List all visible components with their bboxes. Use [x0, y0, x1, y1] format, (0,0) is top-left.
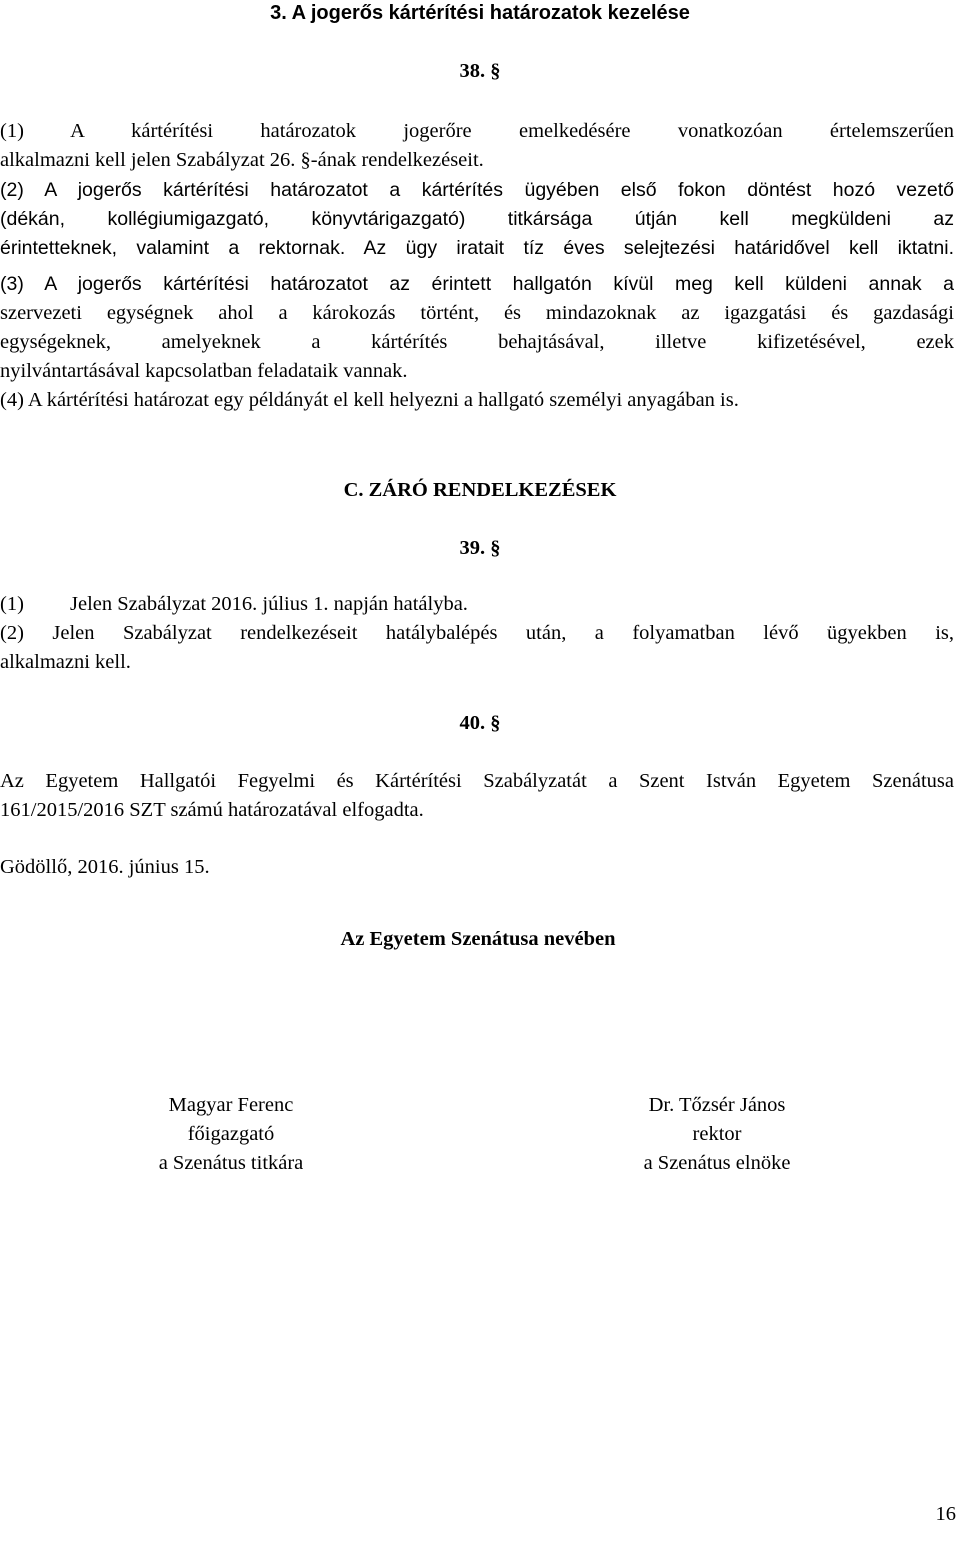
on-behalf-heading: Az Egyetem Szenátusa nevében — [340, 928, 616, 950]
section-number-39: 39. § — [459, 537, 501, 559]
paragraph-line: szervezeti egységnek ahol a károkozás történt, és mindazoknak az igazgatási és gazdasági — [0, 302, 954, 324]
paragraph-40 — [0, 767, 954, 825]
signatory-role: a Szenátus elnöke — [643, 1152, 791, 1174]
section-number-38: 38. § — [459, 60, 501, 82]
signatory-title: főigazgató — [187, 1123, 275, 1145]
paragraph-line: (dékán, kollégiumigazgató, könyvtárigazgató) titkársága útján kell megküldeni az — [0, 208, 954, 230]
signatory-name: Dr. Tőzsér János — [648, 1094, 786, 1116]
paragraph-line: alkalmazni kell. — [0, 651, 131, 673]
paragraph-39-2 — [0, 619, 954, 677]
section-heading: 3. A jogerős kártérítési határozatok kezelése — [270, 2, 690, 24]
paragraph-line: érintetteknek, valamint a rektornak. Az ügy iratait tíz éves selejtezési határidővel kell iktatni. — [0, 237, 954, 259]
section-number-40: 40. § — [459, 712, 501, 734]
paragraph-line: (1) A kártérítési határozatok jogerőre emelkedésére vonatkozóan értelemszerűen — [0, 120, 954, 142]
paragraph-text: Jelen Szabályzat 2016. július 1. napján hatályba. — [70, 593, 468, 615]
paragraph-line: (4) A kártérítési határozat egy példányát el kell helyezni a hallgató személyi anyagában is. — [0, 389, 739, 411]
paragraph-38-1 — [0, 117, 954, 175]
paragraph-39-1 — [0, 590, 954, 619]
paragraph-38-2 — [0, 176, 954, 263]
paragraph-line: 161/2015/2016 SZT számú határozatával elfogadta. — [0, 799, 424, 821]
paragraph-line: alkalmazni kell jelen Szabályzat 26. §-ának rendelkezéseit. — [0, 149, 484, 171]
paragraph-line: nyilvántartásával kapcsolatban feladataik vannak. — [0, 360, 408, 382]
signatory-right — [587, 1091, 847, 1178]
paragraph-line: egységeknek, amelyeknek a kártérítés behajtásával, illetve kifizetésével, ezek — [0, 331, 954, 353]
signatory-title: rektor — [692, 1123, 742, 1145]
signatory-role: a Szenátus titkára — [158, 1152, 304, 1174]
paragraph-line: (2) A jogerős kártérítési határozatot a kártérítés ügyében első fokon döntést hozó vezető — [0, 179, 954, 201]
paragraph-number: (1) — [0, 593, 24, 615]
signatory-name: Magyar Ferenc — [168, 1094, 294, 1116]
paragraph-38-3 — [0, 270, 954, 386]
place-date: Gödöllő, 2016. június 15. — [0, 856, 210, 878]
paragraph-line: (2) Jelen Szabályzat rendelkezéseit hatálybalépés után, a folyamatban lévő ügyekben is, — [0, 622, 954, 644]
part-heading: C. ZÁRÓ RENDELKEZÉSEK — [343, 479, 617, 501]
paragraph-38-4 — [0, 386, 954, 415]
page-number: 16 — [935, 1503, 956, 1525]
paragraph-line: (3) A jogerős kártérítési határozatot az érintett hallgatón kívül meg kell küldeni annak a — [0, 273, 954, 295]
signatory-left — [101, 1091, 361, 1178]
paragraph-line: Az Egyetem Hallgatói Fegyelmi és Kártérítési Szabályzatát a Szent István Egyetem Szenátusa — [0, 770, 954, 792]
